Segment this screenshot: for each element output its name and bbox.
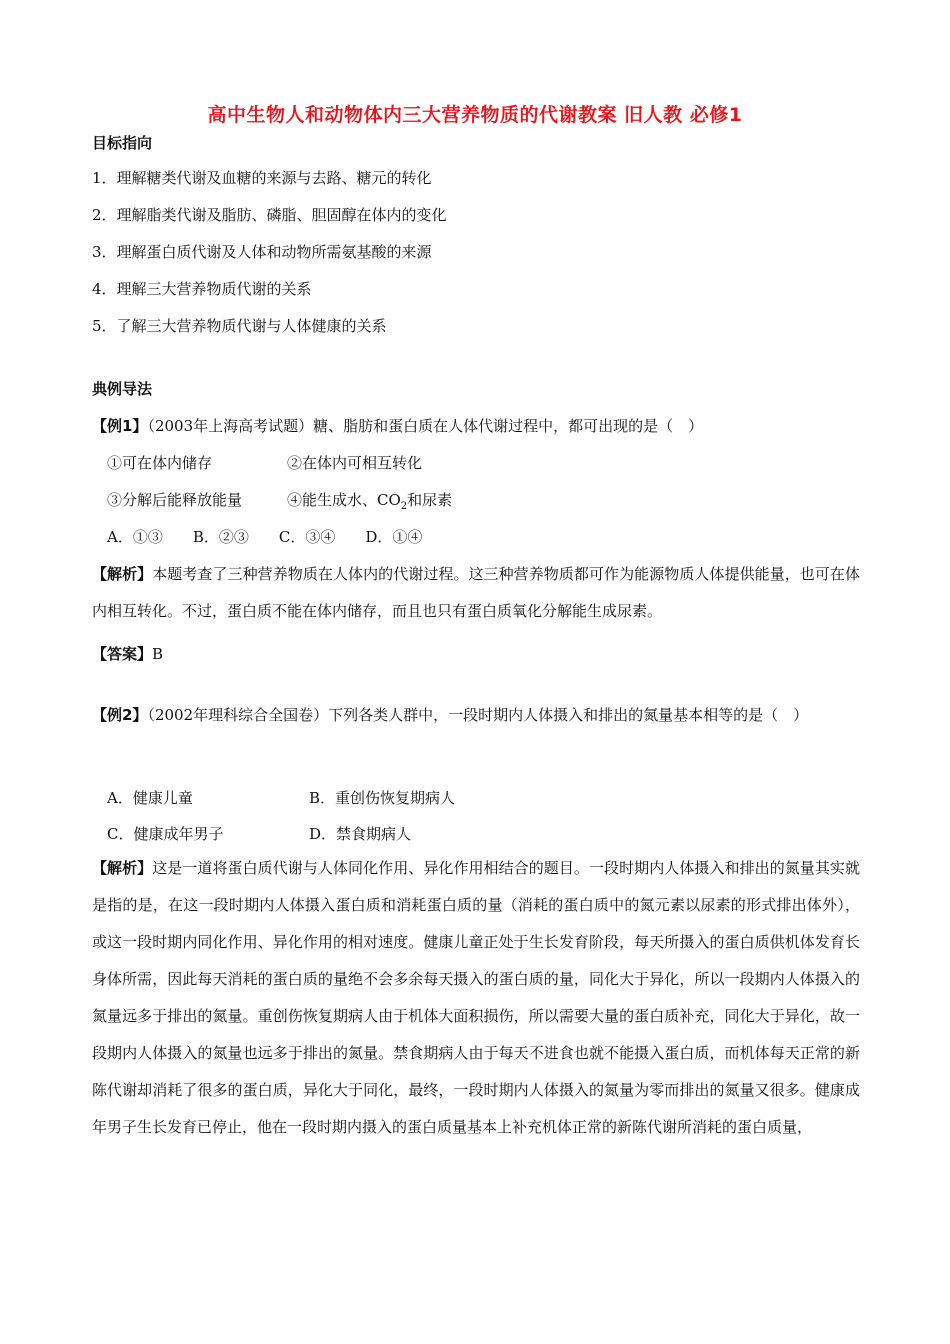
co2-subscript: 2 (400, 501, 408, 512)
goals-heading: 目标指向 (92, 134, 153, 152)
example1-statement-2: ②在体内可相互转化 (287, 454, 423, 472)
example1-options: A．①③ B．②③ C．③④ D．①④ (107, 528, 423, 546)
examples-heading: 典例导法 (92, 380, 153, 398)
example1-answer-value: B (152, 645, 164, 663)
example1-question: （2003年上海高考试题）糖、脂肪和蛋白质在人体代谢过程中，都可出现的是（ ） (147, 417, 704, 435)
example2-analysis (92, 850, 860, 1146)
example2-option-b: B．重创伤恢复期病人 (309, 789, 456, 807)
example2-option-c: C．健康成年男子 (107, 825, 224, 843)
example1-analysis (92, 556, 860, 630)
example2-question (92, 697, 860, 734)
goal-item-2: 2．理解脂类代谢及脂肪、磷脂、胆固醇在体内的变化 (92, 206, 447, 224)
example1-tag: 【例1】 (92, 417, 148, 435)
example2-option-a: A．健康儿童 (107, 789, 193, 807)
example1-question-line (92, 415, 703, 436)
example1-statement-1: ①可在体内储存 (107, 454, 213, 472)
example1-analysis-tag: 【解析】 (92, 565, 153, 583)
goal-item-5: 5．了解三大营养物质代谢与人体健康的关系 (92, 317, 387, 335)
example1-statement-3: ③分解后能释放能量 (107, 491, 243, 509)
example1-analysis-text: 本题考查了三种营养物质在人体内的代谢过程。这三种营养物质都可作为能源物质人体提供能量，也可在体内相互转化。不过，蛋白质不能在体内储存，而且也只有蛋白质氧化分解能生成尿素。 (92, 565, 860, 620)
example2-analysis-tag: 【解析】 (92, 859, 153, 877)
statement-4-text: ④能生成水、CO (287, 491, 401, 509)
statement-4-tail: 和尿素 (407, 491, 453, 509)
goal-item-3: 3．理解蛋白质代谢及人体和动物所需氨基酸的来源 (92, 243, 432, 261)
example2-option-d: D．禁食期病人 (309, 825, 412, 843)
goal-item-1: 1．理解糖类代谢及血糖的来源与去路、糖元的转化 (92, 169, 432, 187)
example1-answer-tag: 【答案】 (92, 645, 153, 663)
example2-tag: 【例2】 (92, 706, 148, 724)
document-title: 高中生物人和动物体内三大营养物质的代谢教案 旧人教 必修1 (207, 104, 743, 126)
example2-analysis-text: 这是一道将蛋白质代谢与人体同化作用、异化作用相结合的题目。一段时期内人体摄入和排出的氮量其实就是指的是，在这一段时期内人体摄入蛋白质和消耗蛋白质的量（消耗的蛋白质中的氮元素以尿素的形式排出体外），或这一段时期内同化作用、异化作用的相对速度。健康儿童正处于生长发育阶段，每天所摄入的蛋白质供机体发育长身体所需，因此每天消耗的蛋白质的量绝不会多余每天摄入的蛋白质的量，同化大于异化，所以一段期内人体摄入的氮量远多于排出的氮量。重创伤恢复期病人由于机体大面积损伤，所以需要大量的蛋白质补充，同化大于异化，故一段期内人体摄入的氮量也远多于排出的氮量。禁食期病人由于每天不进食也就不能摄入蛋白质，而机体每天正常的新陈代谢却消耗了很多的蛋白质，异化大于同化，最终，一段时期内人体摄入的氮量为零而排出的氮量又很多。健康成年男子生长发育已停止，他在一段时期内摄入的蛋白质量基本上补充机体正常的新陈代谢所消耗的蛋白质量， (92, 859, 860, 1136)
example1-statement-4 (287, 489, 452, 512)
goal-item-4: 4．理解三大营养物质代谢的关系 (92, 280, 312, 298)
example1-answer (92, 643, 163, 664)
example2-question-text: （2002年理科综合全国卷）下列各类人群中，一段时期内人体摄入和排出的氮量基本相等的是（ ） (147, 706, 809, 724)
